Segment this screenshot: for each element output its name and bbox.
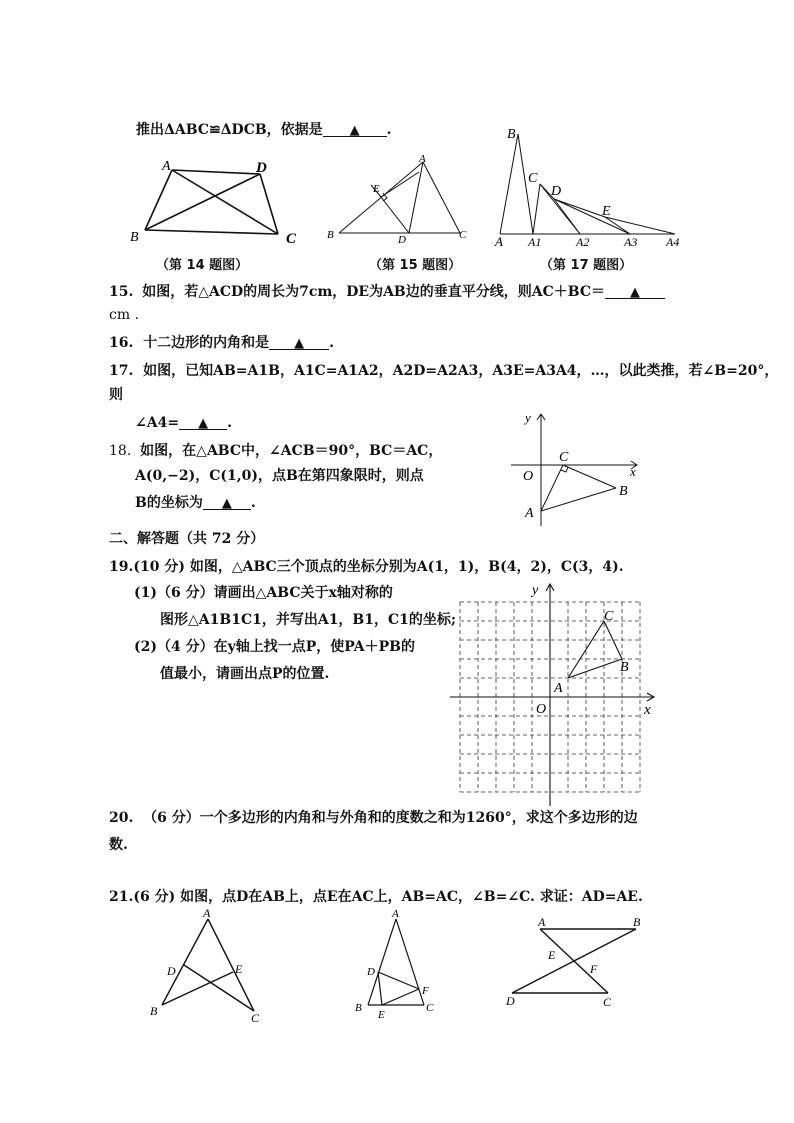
label-y: y bbox=[532, 583, 539, 598]
figure-15 bbox=[325, 150, 475, 250]
q17-line3 bbox=[135, 414, 232, 432]
q20-line2: 数. bbox=[109, 837, 128, 853]
q19-part2b: 值最小，请画出点P的位置. bbox=[160, 666, 330, 682]
q18-number: 18. bbox=[109, 443, 132, 459]
section-heading bbox=[109, 530, 264, 548]
q15-unit: cm . bbox=[109, 307, 140, 323]
label-D: D bbox=[367, 966, 375, 978]
q20-line1 bbox=[109, 809, 638, 827]
label-C: C bbox=[459, 229, 467, 241]
figure-14 bbox=[120, 150, 310, 250]
label-C: C bbox=[559, 450, 569, 465]
q19-part1a: (1)（6 分）请画出△ABC关于x轴对称的 bbox=[134, 585, 393, 601]
q17-question: ∠A4= bbox=[135, 415, 180, 431]
label-A: A bbox=[525, 506, 534, 521]
label-C: C bbox=[286, 231, 297, 247]
label-A3: A3 bbox=[624, 235, 638, 249]
q21-number: 21. bbox=[109, 889, 134, 905]
label-B: B bbox=[150, 1004, 158, 1018]
label-y: y bbox=[525, 410, 531, 425]
q20-text: （6 分）一个多边形的内角和与外角和的度数之和为1260°，求这个多边形的边 bbox=[143, 810, 638, 826]
label-B: B bbox=[620, 660, 629, 675]
label-A2: A2 bbox=[576, 235, 590, 249]
q16-number: 16. bbox=[109, 335, 134, 351]
label-B: B bbox=[130, 230, 139, 245]
label-D: D bbox=[167, 964, 176, 978]
q17-line1 bbox=[109, 362, 778, 380]
label-C: C bbox=[604, 609, 614, 624]
label-D: D bbox=[398, 234, 406, 246]
answer-mark: ▲ bbox=[630, 285, 641, 300]
q15-text: 如图，若△ACD的周长为7cm，DE为AB边的垂直平分线，则AC＋BC＝ bbox=[142, 284, 606, 300]
figure-17 bbox=[490, 122, 690, 247]
q19-part1b: 图形△A1B1C1，并写出A1，B1，C1的坐标; bbox=[160, 612, 457, 628]
label-C: C bbox=[528, 171, 538, 186]
q19-number: 19. bbox=[109, 559, 134, 575]
label-E: E bbox=[373, 183, 380, 195]
q20-number: 20. bbox=[109, 810, 134, 826]
figure-19-grid bbox=[450, 580, 660, 810]
answer-mark: ▲ bbox=[349, 123, 360, 138]
answer-mark: ▲ bbox=[221, 496, 232, 511]
label-A4: A4 bbox=[666, 235, 680, 249]
label-A: A bbox=[162, 159, 171, 174]
label-E: E bbox=[548, 948, 556, 962]
q17-number: 17. bbox=[109, 363, 134, 379]
label-A: A bbox=[203, 906, 211, 920]
label-D: D bbox=[551, 184, 562, 199]
q21-line bbox=[109, 888, 643, 906]
figure-21b bbox=[350, 905, 445, 1025]
section-title: 二、解答题（共 72 分） bbox=[109, 531, 265, 547]
label-D: D bbox=[506, 994, 515, 1008]
caption-15: （第 15 题图） bbox=[369, 258, 462, 273]
caption-14: （第 14 题图） bbox=[156, 258, 249, 273]
label-B: B bbox=[507, 127, 516, 142]
label-A1: A1 bbox=[528, 235, 542, 249]
q18-blank bbox=[203, 494, 251, 510]
q17-end: . bbox=[227, 415, 232, 431]
label-B: B bbox=[355, 1002, 362, 1014]
q16-text: 十二边形的内角和是 bbox=[143, 335, 270, 351]
q14-text: 推出ΔABC≌ΔDCB，依据是 bbox=[136, 122, 323, 138]
answer-mark: ▲ bbox=[294, 336, 305, 351]
label-B: B bbox=[619, 484, 628, 499]
q18-line3 bbox=[135, 494, 256, 512]
q18-line2: A(0,−2)，C(1,0)，点B在第四象限时，则点 bbox=[135, 468, 424, 484]
q17-line2: 则 bbox=[109, 387, 123, 403]
figure-21a bbox=[148, 905, 273, 1025]
label-A: A bbox=[392, 908, 399, 920]
q16-end: . bbox=[329, 335, 334, 351]
q19-text: (10 分) 如图，△ABC三个顶点的坐标分别为A(1，1)，B(4，2)，C(3，4). bbox=[133, 559, 624, 575]
label-A: A bbox=[495, 234, 503, 249]
q16-blank bbox=[269, 334, 329, 350]
label-O: O bbox=[536, 702, 547, 717]
q15-number: 15. bbox=[109, 284, 134, 300]
label-C: C bbox=[426, 1002, 434, 1014]
q14-blank bbox=[323, 121, 387, 137]
q15-line bbox=[109, 283, 665, 301]
q17-text: 如图，已知AB=A1B，A1C=A1A2，A2D=A2A3，A3E=A3A4，…，以此类推，若∠B=20°， bbox=[143, 363, 779, 379]
label-A: A bbox=[554, 681, 563, 696]
label-E: E bbox=[235, 962, 243, 976]
label-x: x bbox=[644, 702, 651, 718]
label-E: E bbox=[378, 1009, 385, 1021]
q18-end: . bbox=[250, 495, 256, 511]
q18-text: 如图，在△ABC中，∠ACB＝90°，BC＝AC， bbox=[140, 443, 443, 459]
label-F: F bbox=[590, 962, 598, 976]
caption-17: （第 17 题图） bbox=[540, 258, 633, 273]
q19-intro bbox=[109, 558, 624, 576]
label-C: C bbox=[251, 1011, 260, 1025]
label-O: O bbox=[523, 469, 534, 484]
label-F: F bbox=[422, 985, 429, 997]
q16-line bbox=[109, 334, 334, 352]
q18-question: B的坐标为 bbox=[135, 495, 203, 511]
figure-21c bbox=[500, 905, 650, 1025]
label-B: B bbox=[327, 229, 334, 241]
label-x: x bbox=[630, 464, 636, 479]
q17-blank bbox=[179, 414, 227, 430]
q14-end: . bbox=[386, 122, 392, 138]
label-C: C bbox=[603, 995, 612, 1009]
figure-18 bbox=[505, 408, 645, 528]
q18-line1 bbox=[109, 442, 442, 460]
label-A: A bbox=[419, 153, 426, 165]
label-A: A bbox=[538, 915, 546, 929]
label-E: E bbox=[602, 204, 611, 219]
q14-line bbox=[136, 121, 392, 139]
label-B: B bbox=[633, 915, 641, 929]
q21-text: (6 分) 如图，点D在AB上，点E在AC上，AB=AC，∠B=∠C. 求证：AD=AE. bbox=[133, 889, 643, 905]
q15-blank bbox=[605, 283, 665, 299]
q19-part2a: (2)（4 分）在y轴上找一点P，使PA＋PB的 bbox=[134, 639, 415, 655]
label-D: D bbox=[256, 160, 267, 176]
answer-mark: ▲ bbox=[198, 416, 209, 431]
